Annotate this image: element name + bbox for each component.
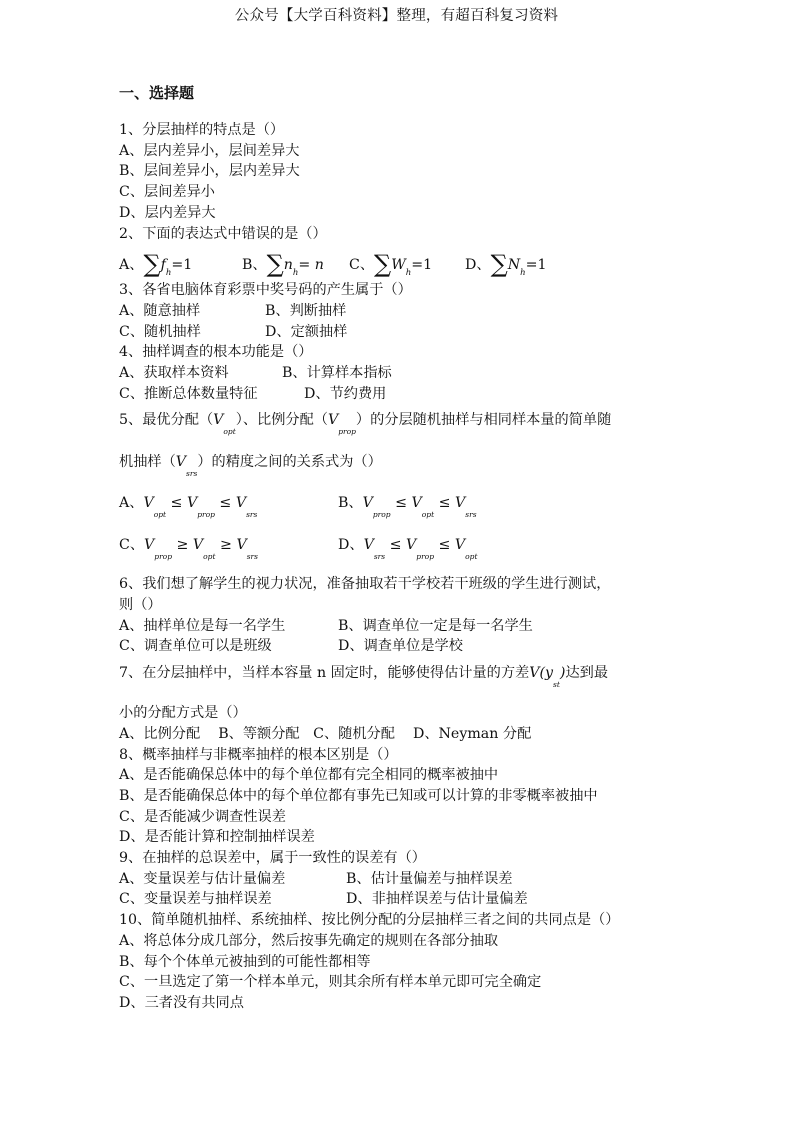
q2-a-label: A、 [119,257,144,274]
q2-c-label: C、 [349,257,375,274]
q5-option-a: A、$V_{opt} \le V_{prop} \le V_{srs}$ [119,495,258,520]
q2-d-var: N [507,257,521,274]
q2-option-a [119,250,192,278]
q5-stem-line-1 [119,410,689,442]
q5-row-1 [119,490,689,532]
q5-option-b: B、$V_{prop} \le V_{opt} \le V_{srs}$ [338,495,477,520]
le: ≤ [170,495,183,512]
le: ≤ [219,495,232,512]
q4-row-1 [119,363,689,384]
q4-option-a: A、获取样本资料 [119,365,229,381]
q5-c-label: C、 [119,537,145,554]
q6-row-2 [119,636,689,657]
q5-option-d: D、$V_{srs} \le V_{prop} \le V_{opt}$ [338,537,478,562]
q5-v-prop: V [327,412,339,429]
le: ≤ [438,495,451,512]
q2-options [119,244,689,280]
q4-option-b: B、计算样本指标 [282,365,392,381]
q8-option-d: D、是否能计算和控制抽样误差 [119,829,315,846]
q2-option-d [465,250,547,278]
q6-option-d: D、调查单位是学校 [338,638,463,655]
q10-stem: 10、简单随机抽样、系统抽样、按比例分配的分层抽样三者之间的共同点是（） [119,912,620,929]
q8-stem: 8、概率抽样与非概率抽样的根本区别是（） [119,746,398,763]
q5-stem-line-2 [119,452,689,490]
q4-option-d: D、节约费用 [304,385,387,402]
q3-option-a: A、随意抽样 [119,302,201,319]
q7-stem-end: 达到最 [565,665,609,682]
sub: opt [421,510,435,520]
sigma-symbol: ∑ [374,250,392,279]
q6-stem-line-1: 6、我们想了解学生的视力状况，准备抽取若干学校若干班级的学生进行测试， [119,576,611,593]
q3-option-d: D、定额抽样 [265,323,348,340]
q2-a-var: f [160,257,166,274]
sub: srs [373,552,386,562]
sub: opt [153,510,167,520]
sigma-symbol: ∑ [143,250,161,279]
q6-option-b: B、调查单位一定是每一名学生 [338,617,533,634]
ge: ≥ [176,537,189,554]
q5-sub-prop: prop [338,427,356,437]
sub: prop [197,510,215,520]
q2-b-rhs: = n [298,257,324,274]
q10-option-c: C、一旦选定了第一个样本单元，则其余所有样本单元即可完全确定 [119,974,542,991]
q1-option-b: B、层间差异小，层内差异大 [119,163,300,180]
q4-row-2 [119,384,689,405]
sigma-symbol: ∑ [266,250,284,279]
q4-option-c: C、推断总体数量特征 [119,385,258,402]
q2-a-sub: h [165,268,172,279]
q5-v-opt: V [213,412,224,429]
q8-option-a: A、是否能确保总体中的每个单位都有完全相同的概率被抽中 [119,767,499,784]
q1-stem: 1、分层抽样的特点是（） [119,122,285,138]
q8-option-c: C、是否能减少调查性误差 [119,808,286,825]
q2-c-sub: h [405,268,412,279]
section-title: 一、选择题 [119,84,195,102]
q9-option-b: B、估计量偏差与抽样误差 [346,870,513,887]
q7-variance-expr: V(y [529,665,554,682]
q7-variance-close: ) [559,665,566,682]
document-body [119,82,689,1014]
q10-option-a: A、将总体分成几部分，然后按事先确定的规则在各部分抽取 [119,932,499,949]
le: ≤ [395,495,407,512]
q5-stem-part3: ）的分层随机抽样与相同样本量的简单随 [355,412,612,429]
q3-option-c: C、随机抽样 [119,323,201,340]
sub: prop [154,552,172,562]
q2-b-var: n [283,257,293,274]
q2-b-sub: h [292,268,299,279]
q2-stem: 2、下面的表达式中错误的是（） [119,225,327,242]
q2-a-rhs: =1 [171,257,193,274]
q3-option-b: B、判断抽样 [265,302,347,319]
q2-d-rhs: =1 [525,257,547,274]
q5-v-srs: V [175,454,187,471]
q5-sub-srs: srs [186,469,198,479]
sub: opt [465,552,478,562]
q2-option-c [349,250,432,278]
q1-option-c: C、层间差异小 [119,184,215,201]
le: ≤ [389,537,402,554]
q5-stem2-part2: ）的精度之间的关系式为（） [197,454,382,471]
q5-d-label: D、 [338,537,364,554]
q9-option-d: D、非抽样误差与估计量偏差 [346,891,528,908]
q9-stem: 9、在抽样的总误差中，属于一致性的误差有（） [119,850,426,867]
q5-stem-part1: 5、最优分配（ [119,412,214,429]
q2-option-b [242,250,324,278]
q5-option-c: C、$V_{prop} \ge V_{opt} \ge V_{srs}$ [119,537,258,562]
q7-variance-sub: st [553,680,560,690]
ge: ≥ [220,537,232,554]
sigma-symbol: ∑ [490,250,508,279]
q8-option-b: B、是否能确保总体中的每个单位都有事先已知或可以计算的非零概率被抽中 [119,787,598,804]
q6-option-c: C、调查单位可以是班级 [119,638,272,655]
q2-d-label: D、 [465,257,491,274]
q7-stem-part1: 7、在分层抽样中，当样本容量 n 固定时，能够使得估计量的方差 [119,665,530,682]
q4-stem: 4、抽样调查的根本功能是（） [119,344,313,361]
q9-option-c: C、变量误差与抽样误差 [119,891,272,908]
q5-stem2-part1: 机抽样（ [119,454,176,471]
q2-d-sub: h [520,268,526,279]
sub: srs [246,510,258,520]
sub: opt [203,552,216,562]
q9-row-2 [119,889,689,910]
sub: prop [372,510,391,520]
q6-option-a: A、抽样单位是每一名学生 [119,617,286,634]
q9-row-1 [119,869,689,890]
q9-option-a: A、变量误差与估计量偏差 [119,870,286,887]
q1-option-d: D、层内差异大 [119,204,216,221]
q7-stem-line-1 [119,663,689,695]
q7-stem-line-2: 小的分配方式是（） [119,705,247,722]
sub: srs [465,510,477,520]
q5-row-2 [119,532,689,574]
le: ≤ [438,537,451,554]
q6-stem-line-2: 则（） [119,597,162,614]
q5-a-label: A、 [119,495,144,512]
q3-stem: 3、各省电脑体育彩票中奖号码的产生属于（） [119,282,412,299]
q10-option-d: D、三者没有共同点 [119,994,244,1011]
q7-options: A、比例分配 B、等额分配 C、随机分配 D、Neyman 分配 [119,725,532,742]
q5-stem-part2: ）、比例分配（ [235,412,328,429]
q2-c-rhs: =1 [411,257,433,274]
q10-option-b: B、每个个体单元被抽到的可能性都相等 [119,953,371,970]
sub: srs [246,552,258,562]
q1-option-a: A、层内差异小，层间差异大 [119,142,300,159]
q5-sub-opt: opt [223,427,236,437]
q6-row-1 [119,616,689,637]
q2-b-label: B、 [242,257,267,274]
q3-row-2 [119,322,689,343]
q5-b-label: B、 [338,495,363,512]
page-header: 公众号【大学百科资料】整理，有超百科复习资料 [234,8,559,24]
sub: prop [416,552,434,562]
q3-row-1 [119,301,689,322]
q2-c-var: W [391,257,406,274]
